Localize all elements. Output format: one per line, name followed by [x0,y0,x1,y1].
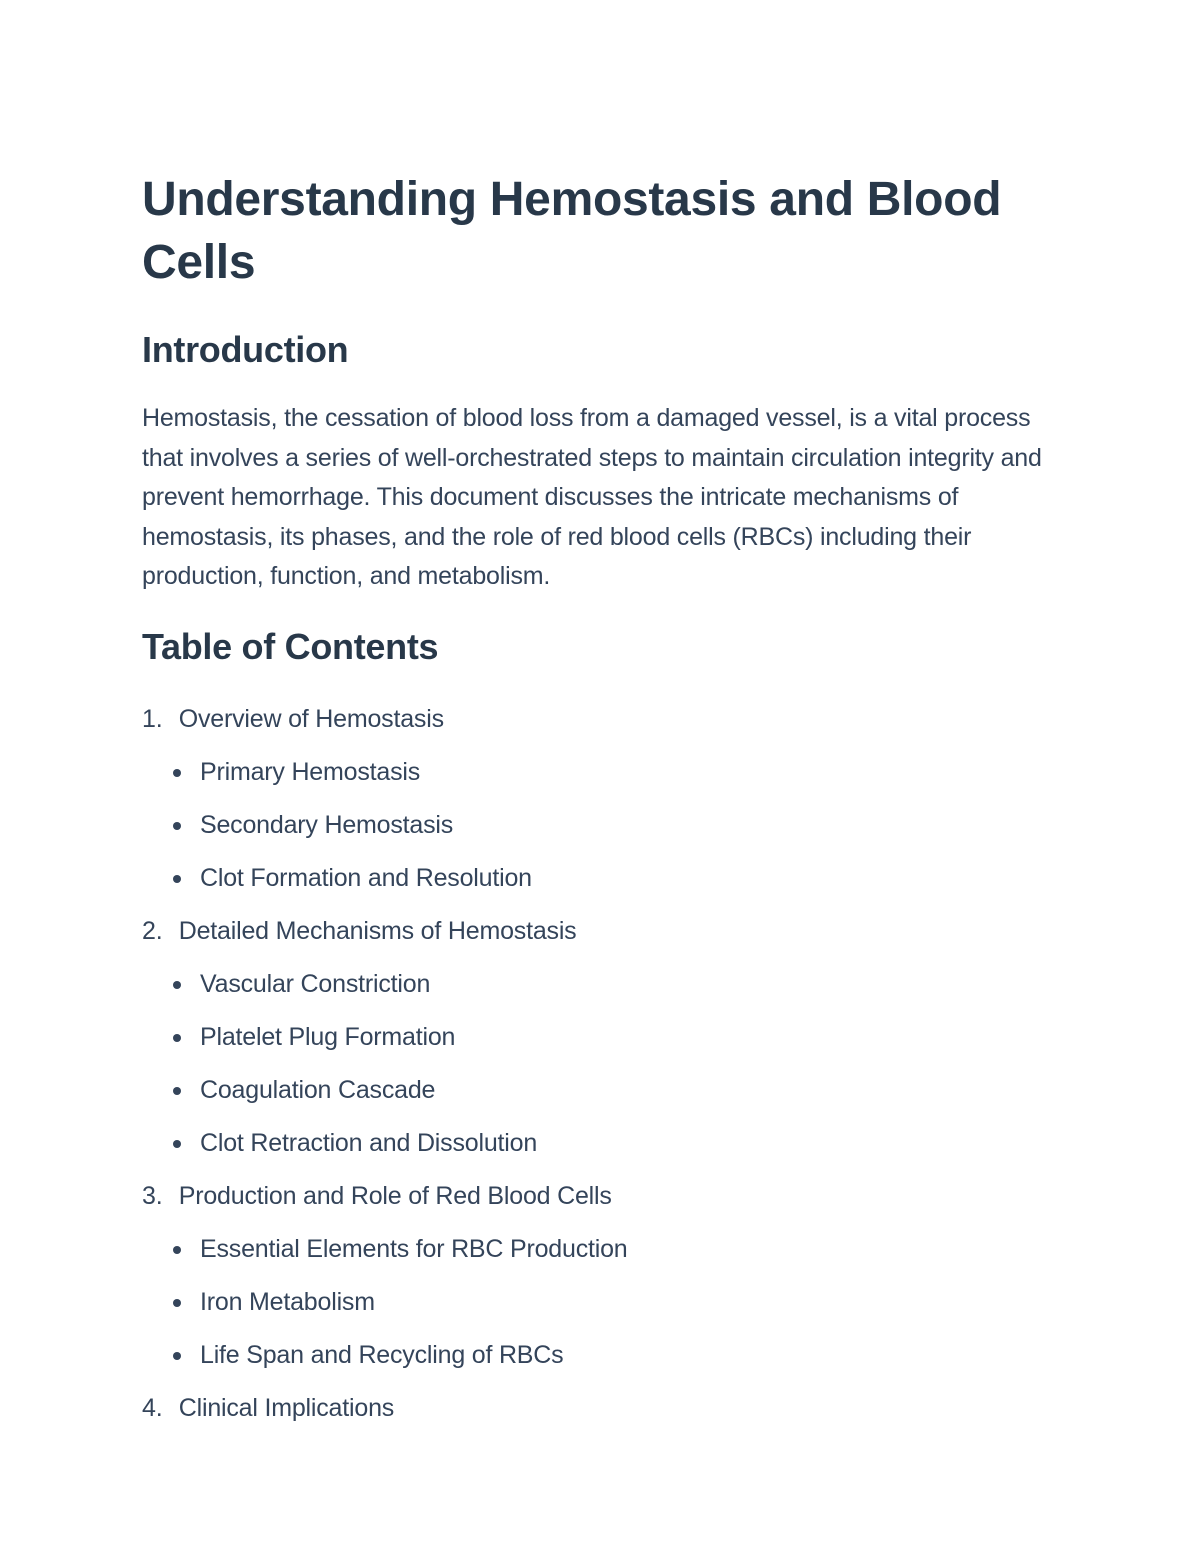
toc-item-number: 3. [142,1181,163,1210]
toc-section [142,693,1060,905]
toc-subitem [142,1064,1060,1117]
table-of-contents [142,693,1060,1435]
toc-item-label: Production and Role of Red Blood Cells [178,1181,612,1210]
toc-subitem-label: Vascular Constriction [200,969,431,998]
table-of-contents-heading: Table of Contents [142,625,439,667]
toc-item-label: Overview of Hemostasis [178,704,444,733]
bullet-icon [173,1087,181,1095]
toc-item-number: 2. [142,916,163,945]
toc-subitem [142,1276,1060,1329]
toc-subitem-label: Essential Elements for RBC Production [200,1234,628,1263]
bullet-icon [173,1140,181,1148]
toc-subitem-label: Clot Formation and Resolution [200,863,532,892]
toc-subitem [142,746,1060,799]
toc-subitem [142,1329,1060,1382]
bullet-icon [173,1034,181,1042]
bullet-icon [173,769,181,777]
toc-item-label: Clinical Implications [178,1393,395,1422]
toc-subitem [142,1117,1060,1170]
bullet-icon [173,822,181,830]
toc-item-number: 4. [142,1393,163,1422]
toc-subitem-label: Platelet Plug Formation [200,1022,456,1051]
toc-item [142,1170,1060,1223]
toc-subitem [142,1223,1060,1276]
toc-subitem-label: Primary Hemostasis [200,757,421,786]
toc-item [142,693,1060,746]
bullet-icon [173,1246,181,1254]
toc-section [142,1382,1060,1435]
toc-subitem-label: Secondary Hemostasis [200,810,454,839]
toc-section [142,1170,1060,1382]
bullet-icon [173,1299,181,1307]
toc-sublist [142,958,1060,1170]
document-title: Understanding Hemostasis and Blood Cells [142,173,1002,289]
toc-subitem [142,1011,1060,1064]
toc-subitem [142,852,1060,905]
introduction-paragraph: Hemostasis, the cessation of blood loss from a damaged vessel, is a vital process that involves a series of well-orchestrated steps to maintain circulation integrity and prevent hemorrhage. This document discusses the intricate mechanisms of hemostasis, its phases, and the role of red blood cells (RBCs) including their production, function, and metabolism. [142,404,1042,590]
introduction-heading: Introduction [142,329,349,370]
bullet-icon [173,875,181,883]
bullet-icon [173,1352,181,1360]
toc-item [142,905,1060,958]
toc-item-number: 1. [142,704,163,733]
toc-subitem-label: Iron Metabolism [200,1287,375,1316]
toc-section [142,905,1060,1170]
toc-subitem [142,958,1060,1011]
toc-subitem-label: Coagulation Cascade [200,1075,436,1104]
toc-item-label: Detailed Mechanisms of Hemostasis [178,916,577,945]
toc-item [142,1382,1060,1435]
toc-sublist [142,746,1060,905]
toc-subitem-label: Clot Retraction and Dissolution [200,1128,538,1157]
toc-subitem-label: Life Span and Recycling of RBCs [200,1340,564,1369]
toc-sublist [142,1223,1060,1382]
toc-subitem [142,799,1060,852]
bullet-icon [173,981,181,989]
